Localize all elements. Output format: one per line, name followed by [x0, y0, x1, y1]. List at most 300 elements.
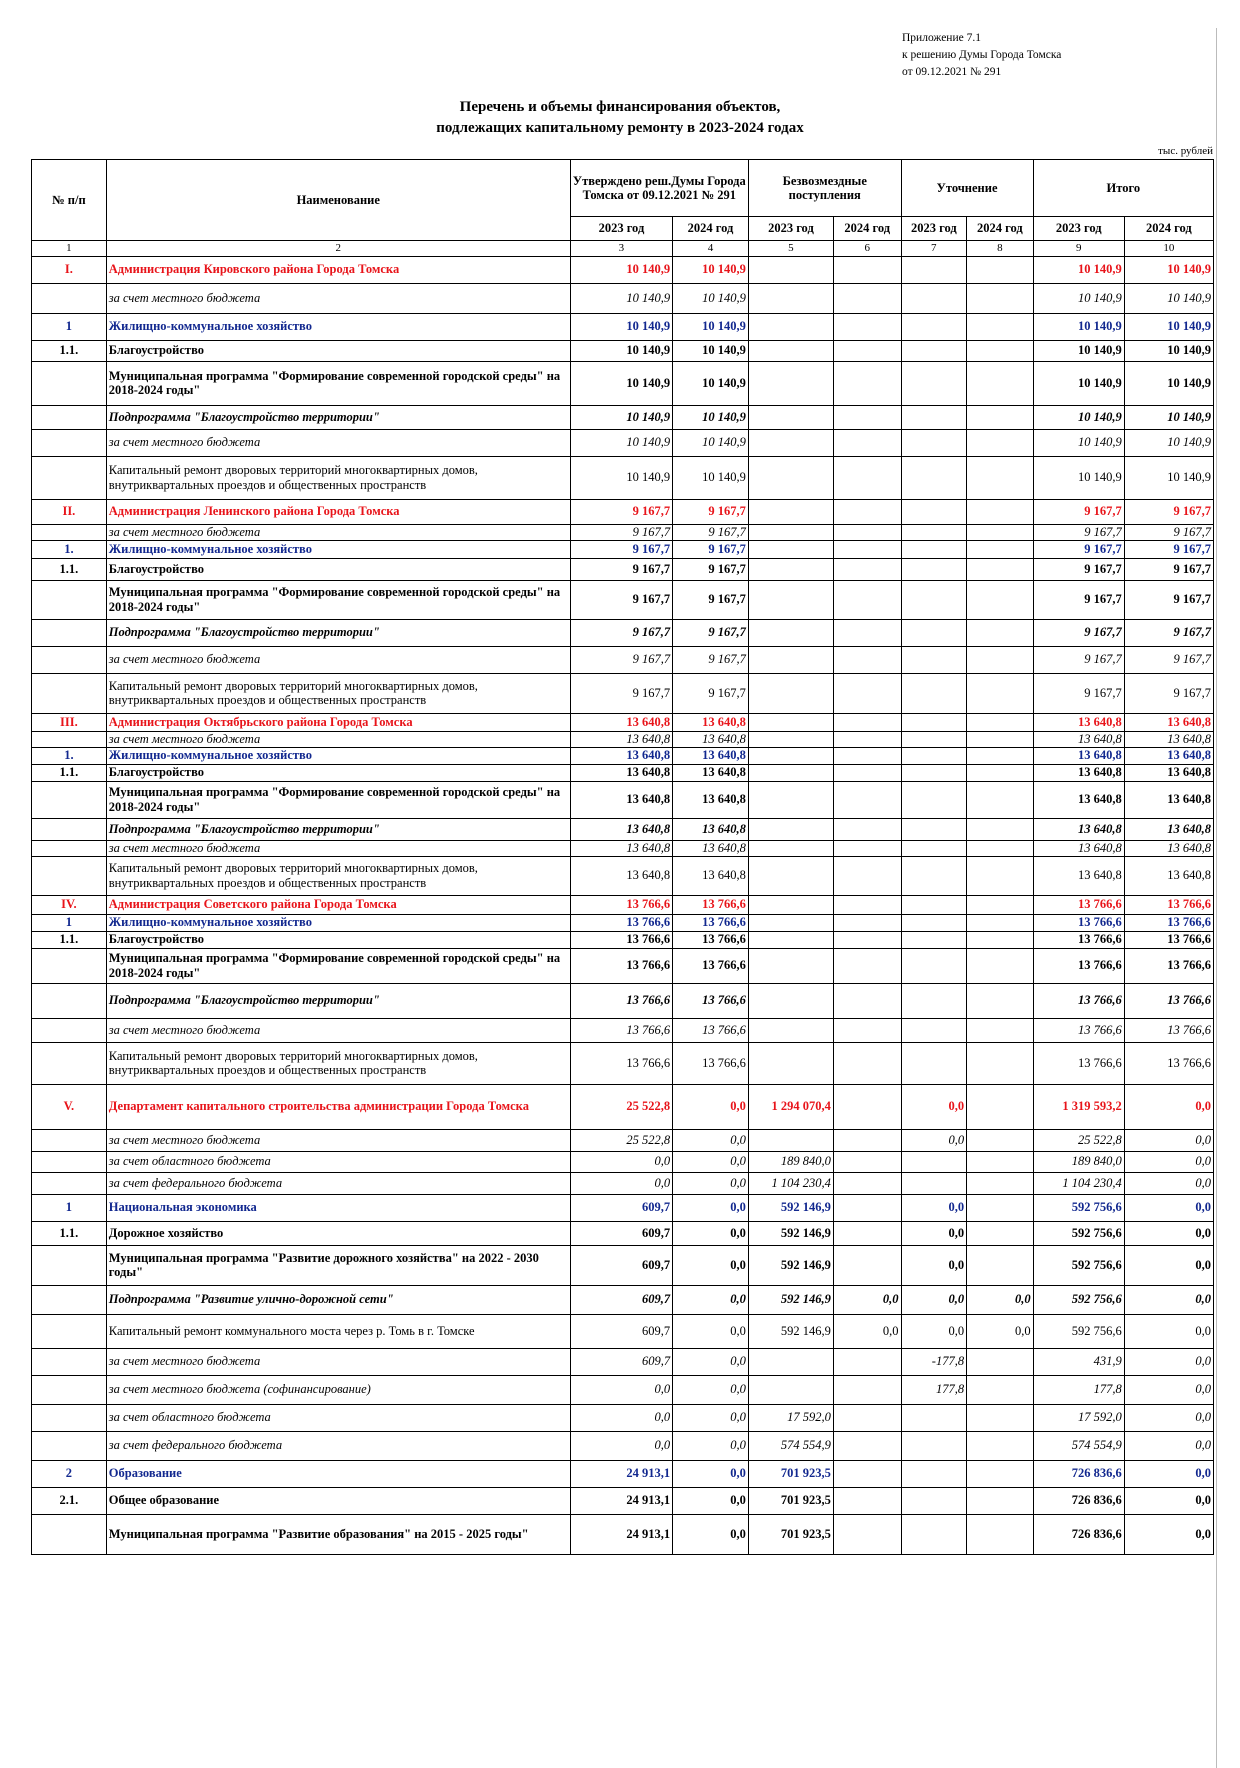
row-value: [901, 256, 967, 283]
appendix-line-1: Приложение 7.1: [902, 32, 981, 44]
row-value: 9 167,7: [1033, 558, 1124, 580]
row-value: 189 840,0: [748, 1151, 833, 1172]
row-name: Администрация Октябрьского района Города Томска: [106, 713, 570, 731]
row-name: за счет местного бюджета: [106, 1348, 570, 1375]
row-value: [833, 429, 901, 456]
row-value: [748, 781, 833, 818]
row-value: 0,0: [1124, 1151, 1213, 1172]
row-number: 1.1.: [32, 340, 107, 361]
row-value: 9 167,7: [673, 524, 749, 540]
row-value: [901, 429, 967, 456]
row-value: 10 140,9: [673, 256, 749, 283]
row-value: 9 167,7: [570, 558, 672, 580]
row-value: 13 766,6: [1124, 948, 1213, 983]
row-value: [748, 429, 833, 456]
row-value: 609,7: [570, 1285, 672, 1314]
row-value: [748, 914, 833, 931]
row-value: 10 140,9: [1124, 340, 1213, 361]
table-row: [32, 1404, 1214, 1431]
row-value: [967, 840, 1034, 856]
row-value: [967, 781, 1034, 818]
row-name: Администрация Советского района Города Томска: [106, 895, 570, 914]
row-value: [748, 499, 833, 524]
row-value: [833, 1460, 901, 1487]
table-row: [32, 619, 1214, 646]
row-value: [833, 256, 901, 283]
title-line-1: Перечень и объемы финансирования объектов,: [459, 99, 781, 115]
row-value: 25 522,8: [1033, 1129, 1124, 1151]
row-value: [748, 580, 833, 619]
row-value: 10 140,9: [673, 361, 749, 405]
row-value: 13 766,6: [1033, 895, 1124, 914]
row-number: [32, 1042, 107, 1084]
row-value: [833, 895, 901, 914]
row-value: 10 140,9: [570, 340, 672, 361]
row-name: Образование: [106, 1460, 570, 1487]
row-number: [32, 673, 107, 713]
row-value: [967, 340, 1034, 361]
table-row: [32, 1514, 1214, 1554]
row-value: [901, 840, 967, 856]
table-row: [32, 558, 1214, 580]
row-value: [967, 405, 1034, 429]
row-value: 9 167,7: [673, 619, 749, 646]
row-value: [748, 361, 833, 405]
row-value: [967, 818, 1034, 840]
row-value: 13 640,8: [673, 747, 749, 764]
row-value: 9 167,7: [570, 646, 672, 673]
row-number: 2: [32, 1460, 107, 1487]
row-name: Жилищно-коммунальное хозяйство: [106, 914, 570, 931]
row-value: [833, 713, 901, 731]
row-value: 9 167,7: [1033, 524, 1124, 540]
row-value: 10 140,9: [570, 313, 672, 340]
row-value: 13 766,6: [673, 983, 749, 1018]
row-value: [748, 646, 833, 673]
row-value: 592 146,9: [748, 1314, 833, 1348]
row-value: [748, 1348, 833, 1375]
row-value: 13 640,8: [1124, 731, 1213, 747]
row-value: [901, 646, 967, 673]
column-index: 6: [833, 241, 901, 257]
row-value: 13 640,8: [570, 747, 672, 764]
row-value: 0,0: [673, 1245, 749, 1285]
table-row: [32, 931, 1214, 948]
row-value: [901, 1172, 967, 1194]
row-value: 9 167,7: [673, 540, 749, 558]
row-value: 24 913,1: [570, 1487, 672, 1514]
table-row: [32, 781, 1214, 818]
row-value: [967, 1151, 1034, 1172]
row-value: [967, 1348, 1034, 1375]
row-value: [901, 781, 967, 818]
page-edge-rule: [1216, 28, 1217, 1768]
row-value: 13 640,8: [570, 818, 672, 840]
row-name: Жилищно-коммунальное хозяйство: [106, 540, 570, 558]
row-value: 0,0: [1124, 1348, 1213, 1375]
table-row: [32, 405, 1214, 429]
table-row: [32, 1084, 1214, 1129]
row-name: Администрация Ленинского района Города Томска: [106, 499, 570, 524]
row-value: 0,0: [901, 1245, 967, 1285]
column-index: 2: [106, 241, 570, 257]
row-value: 13 640,8: [1124, 764, 1213, 781]
row-value: 9 167,7: [570, 499, 672, 524]
row-value: 592 146,9: [748, 1194, 833, 1221]
row-value: 13 640,8: [570, 840, 672, 856]
row-value: [748, 931, 833, 948]
row-value: [833, 747, 901, 764]
row-value: 10 140,9: [1033, 283, 1124, 313]
row-value: [748, 818, 833, 840]
row-number: [32, 856, 107, 895]
table-row: [32, 914, 1214, 931]
row-value: 0,0: [673, 1129, 749, 1151]
row-value: 9 167,7: [1033, 499, 1124, 524]
row-value: [901, 361, 967, 405]
row-value: [967, 1042, 1034, 1084]
row-value: 13 640,8: [673, 713, 749, 731]
table-row: [32, 856, 1214, 895]
header-name: Наименование: [106, 160, 570, 241]
row-value: [901, 818, 967, 840]
row-number: [32, 1314, 107, 1348]
row-value: 0,0: [570, 1151, 672, 1172]
row-value: 13 640,8: [673, 781, 749, 818]
row-value: [967, 713, 1034, 731]
row-value: 0,0: [570, 1375, 672, 1404]
header-year: 2023 год: [748, 217, 833, 241]
row-value: 9 167,7: [1124, 673, 1213, 713]
row-value: 10 140,9: [1033, 256, 1124, 283]
column-index: 9: [1033, 241, 1124, 257]
row-value: [901, 983, 967, 1018]
row-value: 13 766,6: [570, 983, 672, 1018]
row-name: Национальная экономика: [106, 1194, 570, 1221]
row-value: 574 554,9: [1033, 1431, 1124, 1460]
row-value: 0,0: [1124, 1221, 1213, 1245]
row-value: [833, 818, 901, 840]
row-value: 0,0: [1124, 1314, 1213, 1348]
row-value: [748, 731, 833, 747]
row-value: 592 756,6: [1033, 1221, 1124, 1245]
row-value: 574 554,9: [748, 1431, 833, 1460]
row-value: 9 167,7: [1124, 580, 1213, 619]
row-value: [833, 1404, 901, 1431]
row-value: 13 640,8: [1124, 747, 1213, 764]
row-value: 10 140,9: [673, 456, 749, 499]
row-value: 9 167,7: [673, 499, 749, 524]
row-value: [748, 1018, 833, 1042]
table-row: [32, 1172, 1214, 1194]
row-value: 9 167,7: [570, 619, 672, 646]
table-row: [32, 524, 1214, 540]
row-value: [901, 313, 967, 340]
row-value: 13 640,8: [570, 713, 672, 731]
table-row: [32, 1018, 1214, 1042]
row-value: [833, 1431, 901, 1460]
column-index: 8: [967, 241, 1034, 257]
row-value: 592 146,9: [748, 1245, 833, 1285]
row-number: [32, 731, 107, 747]
row-value: 9 167,7: [1124, 524, 1213, 540]
row-value: 0,0: [901, 1285, 967, 1314]
row-number: [32, 1151, 107, 1172]
row-value: 13 766,6: [1124, 931, 1213, 948]
row-value: 609,7: [570, 1194, 672, 1221]
row-value: 0,0: [673, 1221, 749, 1245]
row-name: Благоустройство: [106, 931, 570, 948]
row-name: за счет местного бюджета (софинансирование): [106, 1375, 570, 1404]
row-value: 0,0: [570, 1172, 672, 1194]
row-value: [901, 524, 967, 540]
row-value: 9 167,7: [570, 540, 672, 558]
row-value: 0,0: [1124, 1404, 1213, 1431]
row-value: 0,0: [570, 1404, 672, 1431]
row-value: [901, 283, 967, 313]
row-name: за счет местного бюджета: [106, 524, 570, 540]
row-value: [748, 840, 833, 856]
row-value: [967, 856, 1034, 895]
row-value: [967, 1431, 1034, 1460]
row-value: 10 140,9: [1124, 456, 1213, 499]
row-value: 177,8: [901, 1375, 967, 1404]
row-value: 13 766,6: [1124, 914, 1213, 931]
row-number: [32, 840, 107, 856]
row-value: [901, 558, 967, 580]
row-value: [833, 948, 901, 983]
column-index: 7: [901, 241, 967, 257]
row-name: за счет местного бюджета: [106, 283, 570, 313]
row-value: 13 640,8: [1033, 856, 1124, 895]
row-name: Муниципальная программа "Развитие дорожного хозяйства" на 2022 - 2030 годы": [106, 1245, 570, 1285]
row-value: [748, 1375, 833, 1404]
row-number: [32, 948, 107, 983]
row-value: [748, 747, 833, 764]
row-value: [833, 1221, 901, 1245]
row-value: 13 640,8: [673, 818, 749, 840]
row-value: 13 640,8: [673, 856, 749, 895]
row-value: [967, 1487, 1034, 1514]
row-value: [748, 856, 833, 895]
row-value: 13 766,6: [1033, 914, 1124, 931]
row-name: за счет областного бюджета: [106, 1151, 570, 1172]
row-value: [967, 1018, 1034, 1042]
row-value: [901, 405, 967, 429]
row-value: 13 766,6: [1033, 931, 1124, 948]
row-value: [967, 283, 1034, 313]
row-value: 10 140,9: [673, 429, 749, 456]
row-number: 1: [32, 313, 107, 340]
row-value: 13 640,8: [673, 764, 749, 781]
row-number: 1.1.: [32, 764, 107, 781]
row-name: Подпрограмма "Благоустройство территории": [106, 983, 570, 1018]
row-value: [967, 1375, 1034, 1404]
row-value: 13 766,6: [1124, 1042, 1213, 1084]
header-number: № п/п: [32, 160, 107, 241]
row-number: 2.1.: [32, 1487, 107, 1514]
row-value: [833, 540, 901, 558]
row-number: [32, 1404, 107, 1431]
header-year: 2023 год: [1033, 217, 1124, 241]
row-value: 592 756,6: [1033, 1285, 1124, 1314]
row-value: 189 840,0: [1033, 1151, 1124, 1172]
row-value: 1 319 593,2: [1033, 1084, 1124, 1129]
row-value: [901, 1431, 967, 1460]
row-name: Капитальный ремонт дворовых территорий многоквартирных домов, внутриквартальных проездов и общественных пространств: [106, 456, 570, 499]
row-value: 0,0: [901, 1129, 967, 1151]
row-value: [833, 764, 901, 781]
row-value: [901, 1042, 967, 1084]
row-value: [967, 764, 1034, 781]
row-name: Капитальный ремонт дворовых территорий многоквартирных домов, внутриквартальных проездов и общественных пространств: [106, 673, 570, 713]
row-value: 24 913,1: [570, 1514, 672, 1554]
row-value: 13 640,8: [1124, 713, 1213, 731]
table-row: [32, 1221, 1214, 1245]
row-number: 1: [32, 914, 107, 931]
row-value: [833, 1129, 901, 1151]
row-name: Муниципальная программа "Развитие образования" на 2015 - 2025 годы": [106, 1514, 570, 1554]
row-value: 609,7: [570, 1221, 672, 1245]
row-name: за счет местного бюджета: [106, 731, 570, 747]
row-value: 0,0: [673, 1194, 749, 1221]
row-value: 9 167,7: [673, 558, 749, 580]
row-name: Подпрограмма "Развитие улично-дорожной сети": [106, 1285, 570, 1314]
row-value: [967, 580, 1034, 619]
table-row: [32, 713, 1214, 731]
row-value: [748, 619, 833, 646]
row-value: 0,0: [673, 1487, 749, 1514]
row-number: [32, 1514, 107, 1554]
row-value: 701 923,5: [748, 1460, 833, 1487]
row-value: [748, 948, 833, 983]
table-row: [32, 1129, 1214, 1151]
row-value: 1 294 070,4: [748, 1084, 833, 1129]
row-value: 13 766,6: [1124, 1018, 1213, 1042]
header-year: 2023 год: [570, 217, 672, 241]
row-value: [833, 405, 901, 429]
title-line-2: подлежащих капитальному ремонту в 2023-2024 годах: [436, 120, 804, 136]
row-value: [833, 646, 901, 673]
row-value: [833, 731, 901, 747]
row-value: 0,0: [901, 1194, 967, 1221]
row-value: [967, 429, 1034, 456]
row-value: 1 104 230,4: [1033, 1172, 1124, 1194]
row-name: за счет местного бюджета: [106, 1018, 570, 1042]
row-value: 10 140,9: [673, 313, 749, 340]
row-value: 13 640,8: [1033, 731, 1124, 747]
header-year: 2024 год: [833, 217, 901, 241]
row-value: -177,8: [901, 1348, 967, 1375]
row-value: 10 140,9: [1033, 429, 1124, 456]
row-value: 13 766,6: [1033, 948, 1124, 983]
row-number: 1: [32, 1194, 107, 1221]
row-number: 1.: [32, 747, 107, 764]
row-name: Муниципальная программа "Формирование современной городской среды" на 2018-2024 годы": [106, 948, 570, 983]
row-value: 0,0: [1124, 1285, 1213, 1314]
row-value: [748, 456, 833, 499]
row-value: 10 140,9: [1033, 313, 1124, 340]
row-value: 10 140,9: [570, 256, 672, 283]
row-value: 0,0: [673, 1514, 749, 1554]
row-value: [901, 1487, 967, 1514]
row-value: 592 756,6: [1033, 1314, 1124, 1348]
row-name: за счет местного бюджета: [106, 646, 570, 673]
row-value: 10 140,9: [1124, 429, 1213, 456]
row-number: IV.: [32, 895, 107, 914]
row-value: [833, 1084, 901, 1129]
row-value: 609,7: [570, 1245, 672, 1285]
table-row: [32, 1151, 1214, 1172]
row-value: 0,0: [1124, 1084, 1213, 1129]
row-value: 0,0: [1124, 1431, 1213, 1460]
row-value: [833, 558, 901, 580]
row-value: [967, 524, 1034, 540]
row-value: 0,0: [901, 1221, 967, 1245]
row-value: 24 913,1: [570, 1460, 672, 1487]
table-row: [32, 1194, 1214, 1221]
row-name: Общее образование: [106, 1487, 570, 1514]
row-value: 9 167,7: [673, 646, 749, 673]
row-value: 9 167,7: [1124, 540, 1213, 558]
header-year: 2024 год: [1124, 217, 1213, 241]
row-value: 0,0: [1124, 1172, 1213, 1194]
row-value: 701 923,5: [748, 1514, 833, 1554]
row-number: V.: [32, 1084, 107, 1129]
table-row: [32, 840, 1214, 856]
row-value: 10 140,9: [1033, 361, 1124, 405]
row-value: [748, 524, 833, 540]
row-number: I.: [32, 256, 107, 283]
table-row: [32, 1314, 1214, 1348]
row-name: Жилищно-коммунальное хозяйство: [106, 747, 570, 764]
row-value: 13 766,6: [673, 895, 749, 914]
row-value: 13 766,6: [570, 914, 672, 931]
row-value: 9 167,7: [1033, 673, 1124, 713]
row-number: [32, 429, 107, 456]
table-row: [32, 540, 1214, 558]
row-name: Департамент капитального строительства администрации Города Томска: [106, 1084, 570, 1129]
row-value: 13 766,6: [1033, 1018, 1124, 1042]
row-value: [748, 313, 833, 340]
row-value: 0,0: [1124, 1514, 1213, 1554]
row-value: [967, 456, 1034, 499]
row-number: [32, 781, 107, 818]
row-value: 10 140,9: [1033, 456, 1124, 499]
row-value: 10 140,9: [1124, 405, 1213, 429]
row-name: Муниципальная программа "Формирование современной городской среды" на 2018-2024 годы": [106, 580, 570, 619]
table-row: [32, 1348, 1214, 1375]
row-value: [901, 731, 967, 747]
row-value: [901, 713, 967, 731]
row-value: [833, 931, 901, 948]
row-value: 13 766,6: [570, 1042, 672, 1084]
row-value: [833, 1375, 901, 1404]
financing-table: [31, 159, 1214, 1555]
row-value: 726 836,6: [1033, 1460, 1124, 1487]
row-value: 0,0: [673, 1314, 749, 1348]
row-value: [748, 283, 833, 313]
row-value: 0,0: [673, 1285, 749, 1314]
header-approved: Утверждено реш.Думы Города Томска от 09.12.2021 № 291: [570, 160, 748, 217]
row-value: 431,9: [1033, 1348, 1124, 1375]
row-value: [833, 1194, 901, 1221]
row-value: [901, 580, 967, 619]
table-row: [32, 646, 1214, 673]
row-value: [967, 361, 1034, 405]
table-row: [32, 818, 1214, 840]
row-value: 13 640,8: [1124, 856, 1213, 895]
